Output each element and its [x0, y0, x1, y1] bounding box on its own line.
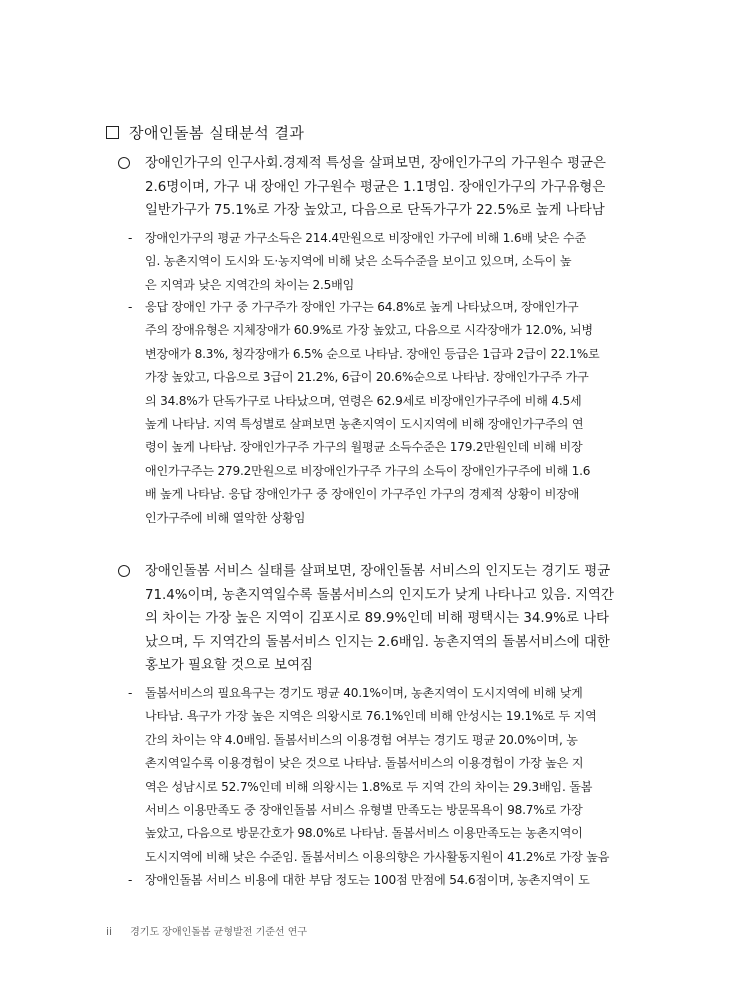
text-line: 서비스 이용만족도 중 장애인돌봄 서비스 유형별 만족도는 방문목욕이 98.7%로 가장 [145, 803, 583, 818]
sub-item-2-2 [128, 869, 638, 892]
text-line: 령이 높게 나타남. 장애인가구주 가구의 월평균 소득수준은 179.2만원인데 비해 비장 [145, 440, 583, 455]
page-number: ii [106, 925, 113, 938]
dash-bullet: - [128, 300, 133, 314]
sub-item-1-1 [128, 227, 638, 297]
text-line: 주의 장애유형은 지체장애가 60.9%로 가장 높았고, 다음으로 시각장애가 12.0%, 뇌병 [145, 323, 593, 338]
text-line: 도시지역에 비해 낮은 수준임. 돌봄서비스 이용의향은 가사활동지원이 41.2%로 가장 높음 [145, 849, 610, 864]
dash-bullet: - [128, 686, 133, 700]
sub-item-2-1 [128, 682, 638, 869]
text-line: 애인가구주는 279.2만원으로 비장애인가구주 가구의 소득이 장애인가구주에 비해 1.6 [145, 463, 591, 478]
text-line: 임. 농촌지역이 도시와 도·농지역에 비해 낮은 소득수준을 보이고 있으며, 소득이 높 [145, 254, 572, 269]
text-line: 은 지역과 낮은 지역간의 차이는 2.5배임 [145, 277, 355, 292]
text-line: 의 34.8%가 단독가구로 나타났으며, 연령은 62.9세로 비장애인가구주에 비해 4.5세 [145, 393, 582, 408]
section-heading [106, 122, 304, 143]
text-line: 역은 성남시로 52.7%인데 비해 의왕시는 1.8%로 두 지역 간의 차이는 29.3배임. 돌봄 [145, 779, 593, 794]
text-line: 의 차이는 가장 높은 지역이 김포시로 89.9%인데 비해 평택시는 34.9%로 나타 [145, 611, 609, 627]
text-line: 홍보가 필요할 것으로 보여짐 [145, 658, 313, 674]
section-heading-text: 장애인돌봄 실태분석 결과 [129, 124, 305, 142]
sub-item-1-2 [128, 296, 638, 530]
sub-item-text [145, 227, 638, 297]
text-line: 나타남. 욕구가 가장 높은 지역은 의왕시로 76.1%인데 비해 안성시는 19.1%로 두 지역 [145, 709, 597, 724]
circle-bullet-icon [118, 157, 130, 169]
text-line: 응답 장애인 가구 중 가구주가 장애인 가구는 64.8%로 높게 나타났으며, 장애인가구 [145, 300, 579, 314]
paragraph-2 [118, 560, 638, 678]
text-line: 장애인돌봄 서비스 비용에 대한 부담 정도는 100점 만점에 54.6점이며, 농촌지역이 도 [145, 873, 590, 887]
sub-item-text [145, 296, 638, 530]
text-line: 일반가구가 75.1%로 가장 높았고, 다음으로 단독가구가 22.5%로 높게 나타남 [145, 203, 605, 219]
text-line: 촌지역일수록 이용경험이 낮은 것으로 나타남. 돌봄서비스의 이용경험이 가장 높은 지 [145, 756, 584, 771]
text-line: 변장애가 8.3%, 청각장애가 6.5% 순으로 나타남. 장애인 등급은 1급과 2급이 22.1%로 [145, 346, 600, 361]
text-line: 간의 차이는 약 4.0배임. 돌봄서비스의 이용경험 여부는 경기도 평균 20.0%이며, 농 [145, 732, 578, 747]
text-line: 가장 높았고, 다음으로 3급이 21.2%, 6급이 20.6%순으로 나타남. 장애인가구주 가구 [145, 370, 589, 385]
paragraph-1-text [145, 152, 638, 223]
text-line: 돌봄서비스의 필요욕구는 경기도 평균 40.1%이며, 농촌지역이 도시지역에 비해 낮게 [145, 686, 583, 700]
text-line: 배 높게 나타남. 응답 장애인가구 중 장애인이 가구주인 가구의 경제적 상황이 비장애 [145, 487, 580, 502]
text-line: 높게 나타남. 지역 특성별로 살펴보면 농촌지역이 도시지역에 비해 장애인가구주의 연 [145, 417, 584, 432]
text-line: 장애인가구의 인구사회.경제적 특성을 살펴보면, 장애인가구의 가구원수 평균은 [145, 156, 606, 171]
text-line: 장애인가구의 평균 가구소득은 214.4만원으로 비장애인 가구에 비해 1.6배 낮은 수준 [145, 231, 587, 245]
dash-bullet: - [128, 231, 133, 245]
square-bullet-icon [106, 126, 119, 139]
dash-bullet: - [128, 873, 133, 887]
text-line: 2.6명이며, 가구 내 장애인 가구원수 평균은 1.1명임. 장애인가구의 가구유형은 [145, 179, 606, 195]
sub-item-text [145, 682, 638, 869]
paragraph-2-text [145, 560, 638, 678]
text-line: 높았고, 다음으로 방문간호가 98.0%로 나타남. 돌봄서비스 이용만족도는 농촌지역이 [145, 826, 583, 841]
text-line: 인가구주에 비해 열악한 상황임 [145, 510, 306, 525]
text-line: 장애인돌봄 서비스 실태를 살펴보면, 장애인돌봄 서비스의 인지도는 경기도 평균 [145, 564, 611, 579]
circle-bullet-icon [118, 565, 130, 577]
text-line: 71.4%이며, 농촌지역일수록 돌봄서비스의 인지도가 낮게 나타나고 있음. 지역간 [145, 587, 614, 603]
paragraph-1 [118, 152, 638, 223]
text-line: 났으며, 두 지역간의 돌봄서비스 인지는 2.6배임. 농촌지역의 돌봄서비스에 대한 [145, 634, 610, 650]
sub-item-text [145, 869, 638, 892]
page-footer [106, 923, 307, 938]
footer-title: 경기도 장애인돌봄 균형발전 기준선 연구 [130, 927, 308, 938]
